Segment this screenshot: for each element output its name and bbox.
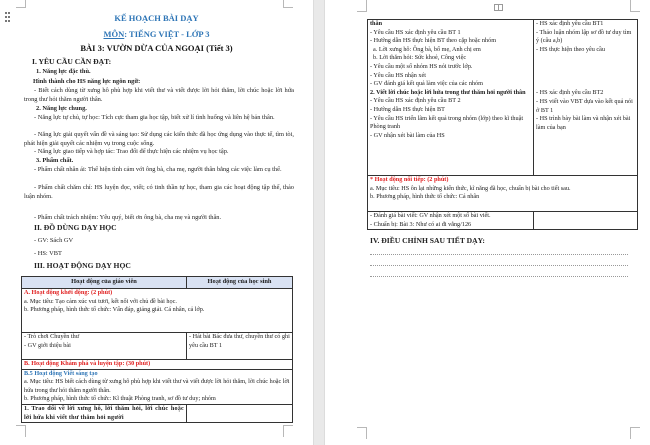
activity-b5-goal: a. Mục tiêu: HS biết cách dùng từ xưng hô phù hợp khi viết thư và viết được lời hỏi thăm, lời chúc hoặc lời hứa trong thư hỏi thăm người thân. — [24, 378, 290, 394]
section-4-heading: IV. ĐIỀU CHỈNH SAU TIẾT DẠY: — [370, 236, 485, 245]
cell-line: - Hát bài Bác đưa thư, chuyền thư có ghi yêu cầu BT 1 — [189, 333, 290, 349]
cell-line: - GV nhận xét bài làm của HS — [370, 131, 445, 139]
column-header-student: Hoạt động của học sinh — [187, 277, 293, 289]
cell-line: - HS xác định yêu cầu BT2 — [536, 89, 604, 97]
student-cell — [534, 20, 638, 176]
spacer — [536, 54, 635, 89]
layout-options-icon[interactable] — [494, 4, 503, 11]
crop-mark — [283, 425, 293, 437]
paragraph: - Phẩm chất nhân ái: Thể hiện tình cảm với ông bà, cha mẹ, người thân bằng các việc làm cụ thể. — [34, 166, 282, 173]
cell-line: thân — [370, 20, 383, 27]
lesson-activities-table-continued — [367, 19, 638, 230]
teacher-cell — [22, 333, 187, 360]
cell-line: - GV giới thiệu bài — [24, 341, 71, 349]
cell-line: - HS thực hiện theo yêu cầu — [536, 45, 605, 53]
cell-line: - Đánh giá bài viết: GV nhận xét một số bài viết. — [370, 212, 491, 219]
activity-a-goal: a. Mục tiêu: Tạo cảm xúc vui tươi, kết nối với chủ đề bài học. — [24, 297, 177, 305]
teacher-cell — [368, 212, 534, 230]
paragraph: - Phẩm chất chăm chỉ: HS luyện đọc, viết; có tinh thần tự học, tham gia các hoạt động tập thể, thảo luận nhóm. — [24, 184, 294, 200]
activity-a-method: b. Phương pháp, hình thức tổ chức: Vấn đáp, giảng giải. Cá nhân, cả lớp. — [24, 306, 205, 314]
paragraph: - Biết cách dùng từ xưng hô phù hợp khi viết thư và viết được lời hỏi thăm, lời chúc hoặc lời hứa trong thư hỏi thăm người thân. — [24, 87, 294, 103]
document-page-left — [0, 0, 313, 445]
activity-b5-method: b. Phương pháp, hình thức tổ chức: Kĩ thuật Phòng tranh, sơ đồ tư duy; nhóm — [24, 395, 216, 403]
activity-b-cell — [22, 360, 293, 370]
cell-line: - HS viết vào VBT dựa vào kết quả nói ở BT 1 — [536, 97, 633, 114]
student-cell-empty — [187, 404, 293, 422]
section-2-heading: II. ĐỒ DÙNG DẠY HỌC — [34, 223, 117, 232]
paragraph: - Năng lực tự chủ, tự học: Tích cực tham gia học tập, biết xử lí tình huống và liên hệ bản thân. — [34, 114, 275, 121]
cell-line: - Yêu cầu HS xác định yêu cầu BT 2 — [370, 97, 461, 105]
cell-line: - Hướng dẫn HS thực hiện BT theo cặp hoặc nhóm — [370, 37, 497, 45]
lesson-activities-table — [21, 276, 293, 423]
doc-title: KẾ HOẠCH BÀI DẠY — [114, 13, 199, 23]
activity-c-cell — [368, 176, 638, 212]
crop-mark — [16, 0, 26, 8]
crop-mark — [357, 427, 367, 439]
section-1-heading: I. YÊU CẦU CẦN ĐẠT: — [32, 57, 112, 66]
activity-c-title: * Hoạt động nối tiếp: (2 phút) — [370, 176, 449, 183]
cell-line: - Yêu cầu một số nhóm HS nói trước lớp. — [370, 62, 473, 70]
task-1-title: 1. Trao đổi về lời xưng hô, lời thăm hỏi, lời chúc hoặc lời hứa khi viết thư thăm hỏi người — [24, 404, 184, 421]
cell-line: - Yêu cầu HS nhận xét — [370, 71, 426, 79]
cell-line: - HS trình bày bài làm và nhận xét bài làm của bạn — [536, 115, 631, 131]
section-3-heading: III. HOẠT ĐỘNG DẠY HỌC — [34, 261, 131, 270]
dotted-line — [370, 254, 628, 255]
student-cell — [187, 333, 293, 360]
paragraph: - Phẩm chất trách nhiệm: Yêu quý, biết ơn ông bà, cha mẹ và người thân. — [34, 214, 222, 221]
task-2-title: 2. Viết lời chúc hoặc lời hứa trong thư thăm hỏi người thân — [370, 88, 526, 96]
student-cell-empty — [534, 212, 638, 230]
activity-b5-title: B.5 Hoạt động Viết sáng tạo — [24, 369, 98, 377]
section-1-1-sub: Hình thành cho HS năng lực ngôn ngữ: — [33, 78, 141, 85]
crop-mark — [630, 0, 640, 12]
crop-mark — [283, 0, 293, 8]
cell-line: - Thảo luận nhóm lập sơ đồ tư duy tìm ý (câu a,b) — [536, 28, 632, 45]
dotted-line — [370, 265, 628, 266]
page-gutter — [313, 0, 325, 445]
task-1-cell — [22, 404, 187, 422]
lesson-title: BÀI 3: VƯỜN DỪA CỦA NGOẠI (Tiết 3) — [80, 43, 233, 53]
activity-b-title: B. Hoạt động Khám phá và luyện tập: (30 phút) — [24, 360, 151, 367]
cell-line: - HS xác định yêu cầu BT1 — [536, 20, 604, 27]
cell-line: - Yêu cầu HS xác định yêu cầu BT 1 — [370, 28, 461, 36]
materials-teacher: - GV: Sách GV — [34, 237, 74, 244]
section-1-1: 1. Năng lực đặc thù. — [36, 68, 91, 75]
crop-mark — [630, 427, 640, 439]
section-1-2: 2. Năng lực chung. — [36, 105, 87, 112]
activity-b5-cell — [22, 369, 293, 404]
cell-line: - Chuẩn bị: Bài 3: Như có ai đi vắng/126 — [370, 220, 472, 228]
cell-line: - GV đánh giá kết quả làm việc của các nhóm — [370, 80, 483, 88]
section-1-3: 3. Phẩm chất. — [36, 157, 74, 164]
crop-mark — [357, 0, 367, 12]
activity-c-goal: a. Mục tiêu: HS ôn lại những kiến thức, kĩ năng đã học, chuẩn bị bài cho tiết sau. — [370, 184, 571, 192]
cell-line: - Trò chơi Chuyền thư — [24, 333, 80, 340]
activity-c-method: b. Phương pháp, hình thức tổ chức: Cá nhân — [370, 193, 480, 201]
column-header-teacher: Hoạt động của giáo viên — [22, 277, 187, 289]
cell-line: a. Lời xưng hô: Ông bà, bố mẹ, Anh chị em — [373, 45, 481, 53]
activity-a-cell — [22, 289, 293, 333]
paragraph: - Năng lực giao tiếp và hợp tác: Trao đổi để thực hiện các nhiệm vụ học tập. — [34, 148, 229, 155]
subject-rest: : TIẾNG VIỆT - LỚP 3 — [124, 29, 210, 39]
cell-line: b. Lời thăm hỏi: Sức khoẻ, Công việc — [373, 54, 467, 62]
teacher-cell — [368, 20, 534, 176]
crop-mark — [16, 425, 26, 437]
cell-line: - Yêu cầu HS triển lãm kết quả trong nhóm (lớp) theo kĩ thuật Phòng tranh — [370, 114, 524, 131]
cell-line: - Hướng dẫn HS thực hiện BT — [370, 105, 445, 113]
dotted-line — [370, 276, 628, 277]
materials-student: - HS: VBT — [34, 250, 62, 257]
doc-subject — [0, 29, 313, 39]
subject-label: MÔN — [103, 29, 125, 39]
activity-a-title: A. Hoạt động khởi động: (2 phút) — [24, 289, 113, 296]
paragraph: - Năng lực giải quyết vấn đề và sáng tạo: Sử dụng các kiến thức đã học ứng dụng vào thực tế, tìm tòi, phát hiện giải quyết các nhiệm vụ trong cuộc sống. — [24, 131, 294, 147]
